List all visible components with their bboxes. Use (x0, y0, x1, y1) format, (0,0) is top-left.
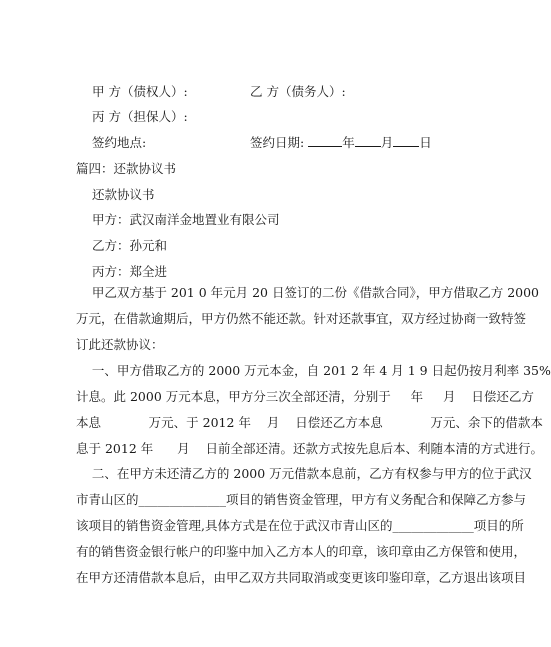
paragraph-1 (76, 284, 540, 354)
year-blank (308, 134, 342, 147)
paragraph-line: 本息 万元、于 2012 年 月 日偿还乙方本息 万元、余下的借款本 (76, 415, 543, 430)
paragraph-line: 一、甲方借取乙方的 2000 万元本金，自 201 2 年 4 月 1 9 日起仍按月利率 35% (76, 363, 551, 378)
paragraph-line: 该项目的销售资金管理,具体方式是在位于武汉市青山区的_____________项目的所 (76, 518, 524, 533)
sign-date-label: 签约日期: (250, 135, 309, 150)
paragraph-3 (76, 465, 532, 587)
party-a-label: 甲 方（债权人）: (92, 84, 188, 99)
day-label: 日 (419, 135, 432, 150)
section-title: 还款协议书 (92, 187, 155, 202)
paragraph-line: 甲乙双方基于 201 0 年元月 20 日签订的二份《借款合同》，甲方借取乙方 2000 (76, 285, 540, 300)
party-b-label: 乙 方（债务人）: (250, 84, 346, 99)
day-blank (393, 134, 419, 147)
year-label: 年 (342, 135, 355, 150)
section-heading: 篇四：还款协议书 (76, 161, 177, 176)
party-c-label: 丙 方（担保人）: (92, 109, 188, 124)
paragraph-line: 万元，在借款逾期后，甲方仍然不能还款。针对还款事宜，双方经过协商一致特签 (76, 311, 527, 326)
paragraph-line: 二、在甲方未还清乙方的 2000 万元借款本息前，乙方有权参与甲方的位于武汉 (76, 466, 532, 481)
sign-place-label: 签约地点: (92, 135, 147, 150)
month-blank (355, 134, 381, 147)
section-party-c: 丙方：郑全进 (92, 264, 168, 279)
paragraph-line: 订此还款协议： (76, 337, 164, 352)
sign-date-row (250, 134, 432, 152)
paragraph-2 (76, 362, 551, 458)
paragraph-line: 计息。此 2000 万元本息，甲方分三次全部还清，分别于 年 月 日偿还乙方 (76, 389, 534, 404)
section-party-a: 甲方：武汉南洋金地置业有限公司 (92, 212, 280, 227)
paragraph-line: 在甲方还清借款本息后，由甲乙双方共同取消或变更该印鉴印章，乙方退出该项目 (76, 570, 527, 585)
section-party-b: 乙方：孙元和 (92, 238, 168, 253)
paragraph-line: 市青山区的______________项目的销售资金管理，甲方有义务配合和保障乙方参与 (76, 492, 527, 507)
paragraph-line: 息于 2012 年 月 日前全部还清。还款方式按先息后本、利随本清的方式进行。 (76, 441, 543, 456)
month-label: 月 (380, 135, 394, 150)
paragraph-line: 有的销售资金银行帐户的印鉴中加入乙方本人的印章，该印章由乙方保管和使用， (76, 544, 527, 559)
